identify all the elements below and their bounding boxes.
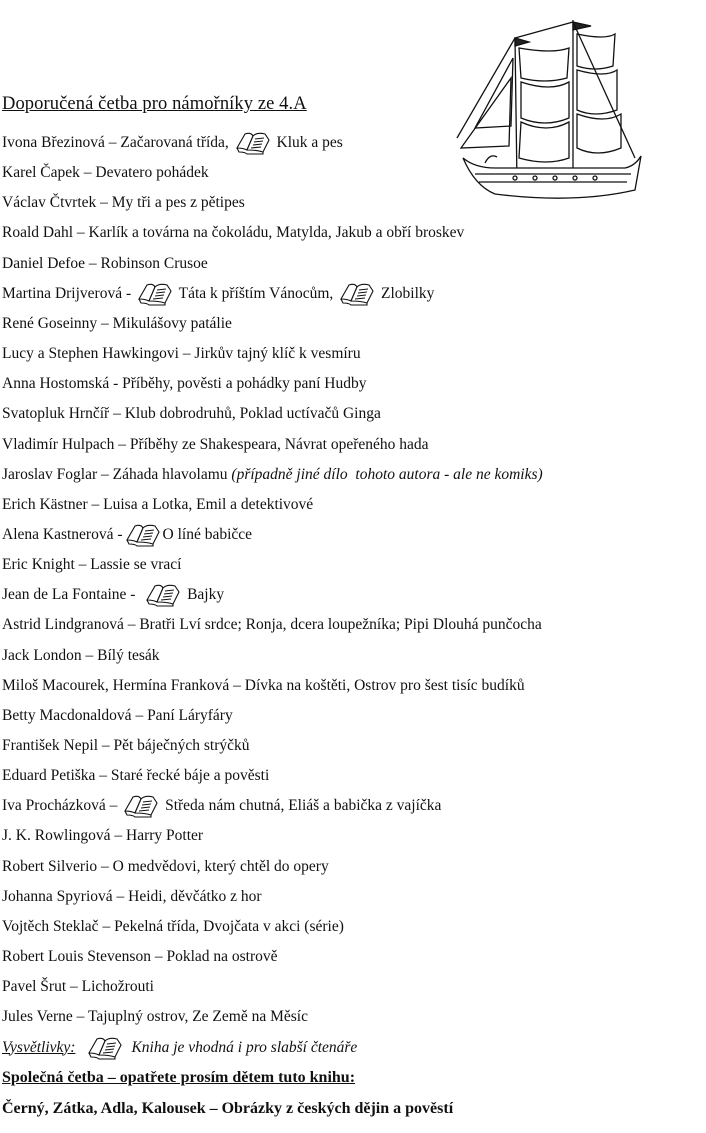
book-text: Eduard Petiška – Staré řecké báje a pověsti [2, 767, 270, 785]
book-item-macdonald [2, 704, 233, 728]
book-text: Pavel Šrut – Lichožrouti [2, 978, 154, 996]
book-item-knight [2, 553, 181, 577]
open-book-icon [123, 793, 159, 819]
book-text: Lucy a Stephen Hawkingovi – Jirkův tajný klíč k vesmíru [2, 345, 361, 363]
book-text: Vladimír Hulpach – Příběhy ze Shakespeara, Návrat opeřeného hada [2, 435, 429, 453]
book-text: Svatopluk Hrnčíř – Klub dobrodruhů, Poklad uctívačů Ginga [2, 405, 381, 423]
book-text: František Nepil – Pět báječných strýčků [2, 737, 250, 754]
book-item-stevenson [2, 945, 278, 969]
book-text: Robert Silverio – O medvědovi, který chtěl do opery [2, 857, 329, 875]
sailing-ship-illustration [455, 18, 645, 208]
book-text: Středa nám chutná, Eliáš a babička z vajíčka [161, 797, 442, 815]
book-text: O líné babičce [162, 525, 253, 543]
book-item-spyri [2, 885, 262, 909]
open-book-icon [125, 522, 161, 548]
book-text: Betty Macdonaldová – Paní Láryfáry [2, 706, 233, 724]
book-item-steklac [2, 915, 344, 939]
book-text: Bajky [183, 586, 225, 604]
book-item-defoe [2, 252, 208, 276]
book-item-kastner [2, 493, 313, 517]
legend-text: Kniha je vhodná i pro slabší čtenáře [131, 1038, 358, 1056]
book-item-prochazkova [2, 794, 441, 818]
book-text: Robert Louis Stevenson – Poklad na ostrově [2, 948, 278, 966]
book-text: Alena Kastnerová - [2, 525, 123, 543]
open-book-icon [137, 281, 173, 307]
legend-label: Vysvětlivky: [2, 1038, 76, 1056]
book-text: Roald Dahl – Karlík a továrna na čokoládu, Matylda, Jakub a obří broskev [2, 224, 465, 242]
open-book-icon [145, 582, 181, 608]
book-item-lindgren [2, 613, 542, 637]
common-reading-heading: Společná četba – opatřete prosím dětem tuto knihu: [2, 1068, 356, 1086]
book-item-london [2, 644, 160, 668]
book-item-drijverova [2, 282, 434, 306]
book-text: Jaroslav Foglar – Záhada hlavolamu [2, 465, 232, 483]
book-item-srut [2, 975, 154, 999]
book-text: Johanna Spyriová – Heidi, děvčátko z hor [2, 887, 262, 905]
book-item-rowling [2, 824, 203, 848]
open-book-icon [339, 281, 375, 307]
book-item-hulpach [2, 433, 429, 457]
book-text: Jack London – Bílý tesák [2, 646, 160, 664]
book-item-hawking [2, 342, 361, 366]
book-text: Anna Hostomská - Příběhy, pověsti a pohádky paní Hudby [2, 375, 367, 393]
book-text: Daniel Defoe – Robinson Crusoe [2, 254, 208, 272]
book-item-nepil [2, 734, 250, 758]
page-title: Doporučená četba pro námořníky ze 4.A [2, 94, 307, 114]
book-text: Martina Drijverová - [2, 284, 135, 302]
legend [2, 1036, 357, 1060]
book-text: Eric Knight – Lassie se vrací [2, 556, 182, 574]
common-reading-book: Černý, Zátka, Adla, Kalousek – Obrázky z českých dějin a pověstí [2, 1099, 454, 1117]
book-text: J. K. Rowlingová – Harry Potter [2, 827, 204, 845]
book-item-brezinova [2, 131, 343, 155]
book-item-verne [2, 1005, 308, 1029]
open-book-icon [235, 130, 271, 156]
book-text: Jean de La Fontaine - [2, 586, 144, 604]
book-item-hrncir [2, 402, 381, 426]
book-text: Táta k příštím Vánocům, [175, 284, 338, 302]
book-item-foglar [2, 463, 543, 487]
book-item-capek [2, 161, 209, 185]
book-item-petiska [2, 764, 269, 788]
book-item-ctvrtek [2, 191, 245, 215]
book-item-macourek [2, 674, 525, 698]
book-text: Ivona Březinová – Začarovaná třída, [2, 134, 233, 151]
open-book-icon [87, 1035, 123, 1061]
book-text: Erich Kästner – Luisa a Lotka, Emil a detektivové [2, 495, 314, 513]
book-text: René Goseinny – Mikulášovy patálie [2, 314, 232, 332]
book-item-silverio [2, 855, 329, 879]
book-item-lafontaine [2, 583, 224, 607]
book-text: Karel Čapek – Devatero pohádek [2, 164, 209, 182]
book-text: Václav Čtvrtek – My tři a pes z pětipes [2, 194, 245, 212]
book-item-dahl [2, 221, 464, 245]
book-item-hostomska [2, 372, 367, 396]
book-text: Kluk a pes [272, 134, 343, 151]
book-note: (případně jiné dílo tohoto autora - ale ne komiks) [231, 465, 543, 483]
book-text: Astrid Lindgranová – Bratři Lví srdce; Ronja, dcera loupežníka; Pipi Dlouhá punčocha [2, 616, 542, 634]
book-text: Zlobilky [377, 284, 435, 302]
book-item-kastnerova [2, 523, 252, 547]
book-item-goscinny [2, 312, 232, 336]
book-text: Miloš Macourek, Hermína Franková – Dívka na koštěti, Ostrov pro šest tisíc budíků [2, 676, 525, 694]
book-text: Vojtěch Steklač – Pekelná třída, Dvojčata v akci (série) [2, 917, 344, 935]
book-text: Jules Verne – Tajuplný ostrov, Ze Země na Měsíc [2, 1008, 308, 1026]
book-text: Iva Procházková – [2, 797, 122, 815]
